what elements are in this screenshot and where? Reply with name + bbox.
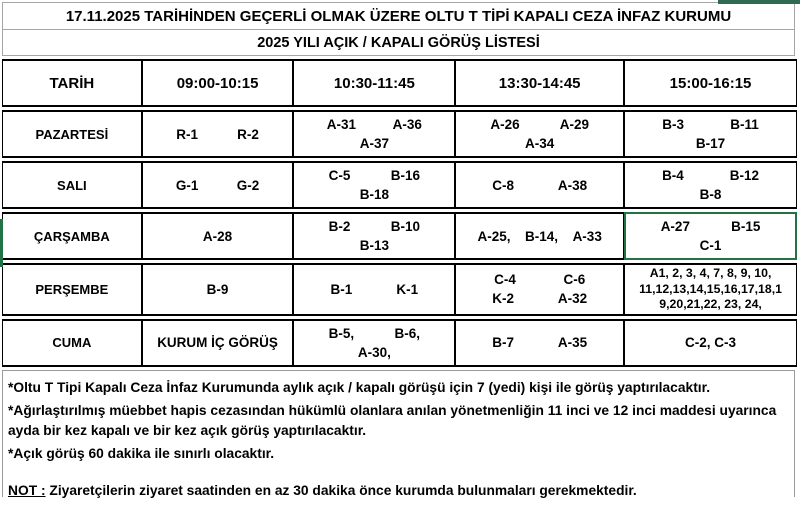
ward-code: B-13 bbox=[359, 238, 389, 253]
schedule-cell[interactable] bbox=[293, 319, 455, 367]
column-header-timeslot[interactable]: 15:00-16:15 bbox=[624, 59, 797, 107]
schedule-cell[interactable] bbox=[624, 161, 797, 209]
ward-code-line bbox=[460, 333, 619, 352]
ward-code-line bbox=[298, 343, 450, 362]
ward-code-line bbox=[298, 217, 450, 236]
ward-code-line bbox=[630, 217, 791, 236]
excel-selection-artifact-top bbox=[718, 0, 800, 4]
ward-code: B-6, bbox=[394, 325, 421, 341]
ward-code: B-18 bbox=[359, 187, 389, 202]
ward-code-line bbox=[629, 134, 792, 153]
schedule-row bbox=[2, 319, 797, 367]
ward-code-line bbox=[629, 166, 792, 185]
schedule-cell[interactable] bbox=[293, 161, 455, 209]
note-text: Ziyaretçilerin ziyaret saatinden en az 30 dakika önce kurumda bulunmaları gerekmektedir. bbox=[45, 482, 637, 498]
column-header-timeslot[interactable]: 09:00-10:15 bbox=[142, 59, 294, 107]
ward-code-line bbox=[629, 282, 792, 298]
schedule-row bbox=[2, 263, 797, 316]
ward-code-line bbox=[147, 333, 289, 352]
ward-code: B-2 bbox=[328, 219, 351, 234]
ward-code: A-31 bbox=[326, 117, 357, 132]
ward-code: B-15 bbox=[731, 219, 761, 234]
ward-code: KURUM İÇ GÖRÜŞ bbox=[157, 335, 278, 350]
ward-code: A-27 bbox=[660, 219, 690, 234]
ward-code-line bbox=[460, 270, 619, 289]
ward-code: B-10 bbox=[390, 219, 421, 234]
ward-code: A-28 bbox=[202, 228, 233, 244]
schedule-cell[interactable] bbox=[293, 110, 455, 158]
schedule-cell[interactable] bbox=[455, 263, 624, 316]
page-title: 17.11.2025 TARİHİNDEN GEÇERLİ OLMAK ÜZERE OLTU T TİPİ KAPALI CEZA İNFAZ KURUMU bbox=[2, 2, 795, 30]
ward-code: A-36 bbox=[392, 117, 422, 132]
ward-code: B-9 bbox=[206, 281, 229, 297]
ward-code: B-1 bbox=[330, 281, 353, 297]
ward-code: G-1 bbox=[175, 177, 199, 193]
ward-code: B-17 bbox=[695, 136, 726, 151]
ward-code: A-34 bbox=[525, 136, 555, 151]
page-subtitle: 2025 YILI AÇIK / KAPALI GÖRÜŞ LİSTESİ bbox=[2, 30, 795, 56]
ward-code: R-2 bbox=[237, 126, 259, 142]
ward-code: B-11 bbox=[730, 117, 759, 132]
ward-code: 11,12,13,14,15,16,17,18,1 bbox=[639, 281, 782, 296]
ward-code: B-3 bbox=[662, 117, 684, 132]
ward-code-line bbox=[629, 266, 792, 282]
schedule-cell[interactable] bbox=[624, 110, 797, 158]
schedule-cell[interactable] bbox=[455, 161, 624, 209]
schedule-cell-selected[interactable] bbox=[624, 212, 797, 260]
ward-code: A-29 bbox=[559, 117, 590, 132]
ward-code-line bbox=[147, 176, 289, 195]
day-cell[interactable]: PERŞEMBE bbox=[2, 263, 142, 316]
column-header-timeslot[interactable]: 10:30-11:45 bbox=[293, 59, 455, 107]
ward-code: A-26 bbox=[490, 117, 520, 132]
ward-code: A-25, bbox=[477, 228, 511, 244]
day-cell[interactable]: SALI bbox=[2, 161, 142, 209]
ward-code: K-1 bbox=[396, 281, 419, 297]
ward-code: B-7 bbox=[492, 335, 514, 350]
footnote: *Oltu T Tipi Kapalı Ceza İnfaz Kurumunda aylık açık / kapalı görüşü için 7 (yedi) kişi ile görüş yaptırılacaktır. bbox=[8, 379, 711, 395]
schedule-row bbox=[2, 161, 797, 209]
ward-code: C-5 bbox=[328, 168, 351, 183]
table-header-row bbox=[2, 59, 797, 107]
schedule-cell[interactable] bbox=[455, 110, 624, 158]
ward-code: A-37 bbox=[359, 136, 389, 151]
ward-code: B-8 bbox=[699, 187, 722, 202]
ward-code-line bbox=[460, 115, 619, 134]
schedule-cell[interactable] bbox=[142, 263, 294, 316]
schedule-cell[interactable] bbox=[624, 263, 797, 316]
ward-code-line bbox=[460, 289, 619, 308]
ward-code-line bbox=[147, 125, 289, 144]
final-note bbox=[8, 481, 788, 501]
ward-code: B-12 bbox=[729, 168, 760, 183]
ward-code-line bbox=[298, 134, 450, 153]
ward-code: B-16 bbox=[390, 168, 421, 183]
ward-code: C-6 bbox=[563, 272, 586, 288]
day-cell[interactable]: PAZARTESİ bbox=[2, 110, 142, 158]
ward-code: A-38 bbox=[557, 177, 588, 193]
schedule-cell[interactable] bbox=[293, 212, 455, 260]
ward-code-line bbox=[298, 166, 450, 185]
footnote: *Ağırlaştırılmış müebbet hapis cezasından hükümlü olanlara anılan yönetmenliğin 11 inci ve 12 inci maddesi uyarınca ayda bir kez kapalı ve bir kez açık görüş yaptırılacaktır. bbox=[8, 402, 777, 438]
ward-code: K-2 bbox=[492, 291, 514, 307]
ward-code-line bbox=[298, 185, 450, 204]
ward-code-line bbox=[460, 227, 619, 246]
ward-code-line bbox=[298, 280, 450, 299]
ward-code-line bbox=[460, 134, 619, 153]
column-header-date[interactable]: TARİH bbox=[2, 59, 142, 107]
schedule-cell[interactable] bbox=[455, 212, 624, 260]
ward-code-line bbox=[298, 115, 450, 134]
schedule-cell[interactable] bbox=[455, 319, 624, 367]
ward-code-line bbox=[629, 297, 792, 313]
ward-code-line bbox=[147, 227, 289, 246]
ward-code: C-1 bbox=[699, 238, 722, 253]
ward-code: A-32 bbox=[557, 291, 588, 307]
ward-code: 9,20,21,22, 23, 24, bbox=[659, 297, 762, 311]
ward-code-line bbox=[298, 324, 450, 343]
ward-code-line bbox=[147, 280, 289, 299]
ward-code: B-4 bbox=[662, 168, 684, 183]
schedule-row bbox=[2, 110, 797, 158]
excel-row-selection-strip bbox=[0, 219, 3, 267]
day-cell[interactable]: CUMA bbox=[2, 319, 142, 367]
schedule-cell[interactable] bbox=[142, 319, 294, 367]
ward-code: A-35 bbox=[557, 335, 588, 350]
column-header-timeslot[interactable]: 13:30-14:45 bbox=[455, 59, 624, 107]
note-label: NOT : bbox=[8, 482, 46, 498]
ward-code: C-2, C-3 bbox=[685, 335, 737, 350]
ward-code-line bbox=[298, 236, 450, 255]
ward-code: R-1 bbox=[176, 126, 198, 142]
ward-code: C-4 bbox=[494, 272, 516, 288]
ward-code: B-14, bbox=[525, 228, 559, 244]
ward-code-line bbox=[629, 115, 792, 134]
schedule-cell[interactable] bbox=[293, 263, 455, 316]
ward-code: A-30, bbox=[357, 344, 391, 360]
ward-code: A-33 bbox=[572, 228, 602, 244]
ward-code-line bbox=[630, 236, 791, 255]
footnotes-section bbox=[2, 370, 795, 497]
schedule-cell[interactable] bbox=[142, 110, 294, 158]
schedule-cell[interactable] bbox=[624, 319, 797, 367]
ward-code-line bbox=[629, 185, 792, 204]
schedule-cell[interactable] bbox=[142, 161, 294, 209]
schedule-row bbox=[2, 212, 797, 260]
ward-code-line bbox=[460, 176, 619, 195]
ward-code: C-8 bbox=[492, 177, 514, 193]
ward-code: A1, 2, 3, 4, 7, 8, 9, 10, bbox=[649, 266, 772, 280]
schedule-cell[interactable] bbox=[142, 212, 294, 260]
ward-code-line bbox=[629, 333, 792, 352]
day-cell[interactable]: ÇARŞAMBA bbox=[2, 212, 142, 260]
ward-code: B-5, bbox=[328, 325, 355, 341]
footnote: *Açık görüş 60 dakika ile sınırlı olacaktır. bbox=[8, 445, 275, 461]
visiting-schedule-table bbox=[2, 56, 797, 370]
ward-code: G-2 bbox=[236, 177, 260, 193]
